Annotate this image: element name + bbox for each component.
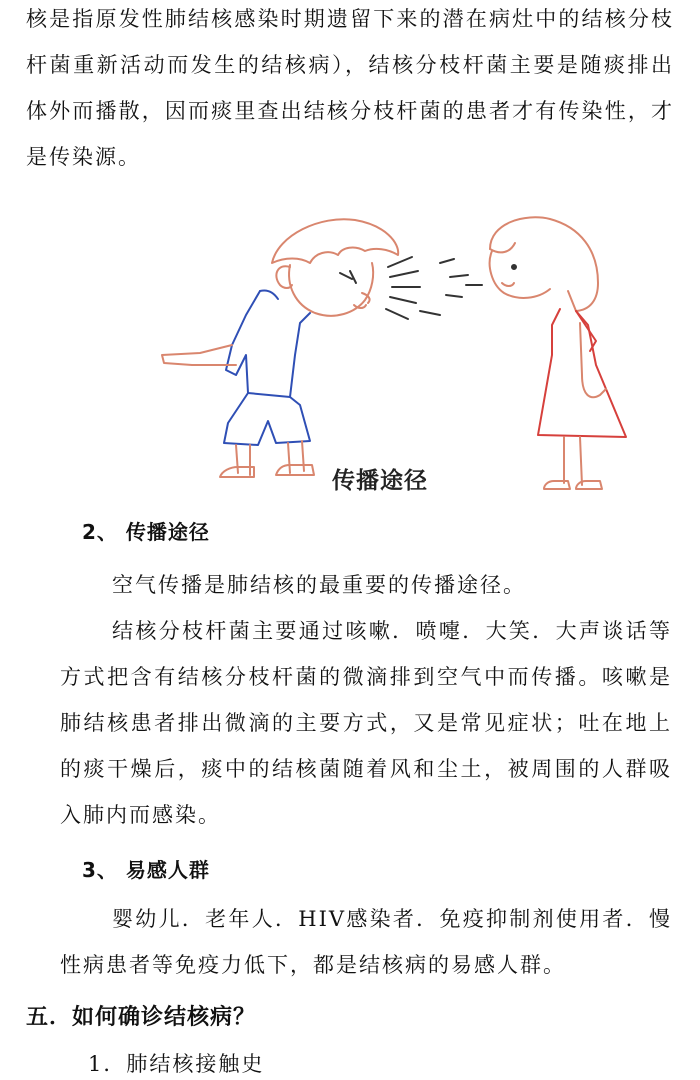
intro-paragraph: 核是指原发性肺结核感染时期遗留下来的潜在病灶中的结核分枝杆菌重新活动而发生的结核病），结核分枝杆菌主要是随痰排出体外而播散，因而痰里查出结核分枝杆菌的患者才有传染性，才是传染源。 <box>26 7 674 169</box>
section3-heading: 3、 易感人群 <box>82 858 210 882</box>
sneezing-boy-figure <box>162 219 398 477</box>
section5-heading: 五．如何确诊结核病？ <box>26 1005 257 1030</box>
illustration-caption: 传播途径 <box>332 468 428 494</box>
section5-subheading-1: 1．肺结核接触史 <box>88 1052 265 1076</box>
girl-figure <box>490 217 626 489</box>
transmission-illustration <box>150 205 670 505</box>
section2-paragraph-2: 结核分枝杆菌主要通过咳嗽．喷嚏．大笑．大声谈话等方式把含有结核分枝杆菌的微滴排到空气中而传播。咳嗽是肺结核患者排出微滴的主要方式，又是常见症状；吐在地上的痰干燥后，痰中的结核菌随着风和尘土，被周围的人群吸入肺内而感染。 <box>60 619 672 827</box>
section2-heading: 2、 传播途径 <box>82 520 210 544</box>
section2-paragraph-1: 空气传播是肺结核的最重要的传播途径。 <box>112 573 526 597</box>
section3-paragraph-1: 婴幼儿．老年人．HIV感染者．免疫抑制剂使用者．慢性病患者等免疫力低下，都是结核病的易感人群。 <box>60 907 672 977</box>
droplet-spray-lines <box>386 257 482 319</box>
